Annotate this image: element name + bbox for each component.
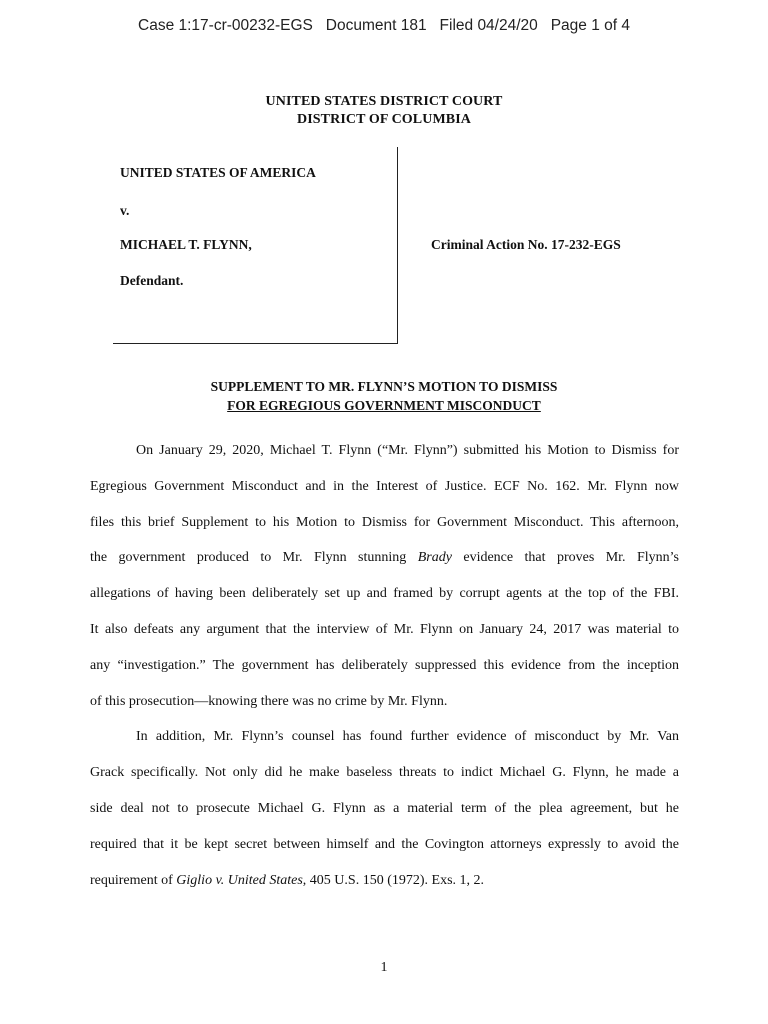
body-paragraph-1: [90, 433, 679, 719]
court-district: DISTRICT OF COLUMBIA: [297, 112, 471, 127]
body-line: In addition, Mr. Flynn’s counsel has found further evidence of misconduct by Mr. Van: [136, 729, 679, 745]
body-line: files this brief Supplement to his Motion to Dismiss for Government Misconduct. This afternoon,: [90, 514, 679, 530]
body-paragraph-2: [90, 719, 679, 898]
caption-plaintiff: UNITED STATES OF AMERICA: [120, 165, 316, 180]
line-segment: the government produced to Mr. Flynn stunning: [90, 550, 418, 566]
line-segment: requirement of: [90, 872, 177, 888]
document-body: [90, 433, 679, 898]
body-line: Egregious Government Misconduct and in the Interest of Justice. ECF No. 162. Mr. Flynn now: [90, 478, 679, 494]
italic-citation: Brady: [417, 550, 452, 566]
line-segment: , 405 U.S. 150 (1972). Exs. 1, 2.: [302, 872, 485, 888]
body-line: side deal not to prosecute Michael G. Flynn as a material term of the plea agreement, but he: [90, 800, 679, 816]
page-number: 1: [380, 960, 388, 975]
motion-title-line-1: SUPPLEMENT TO MR. FLYNN’S MOTION TO DISMISS: [210, 379, 558, 394]
italic-citation: Giglio v. United States: [176, 872, 303, 888]
line-segment: evidence that proves Mr. Flynn’s: [451, 550, 679, 566]
body-line: It also defeats any argument that the interview of Mr. Flynn on January 24, 2017 was material to: [90, 621, 679, 637]
body-line: required that it be kept secret between himself and the Covington attorneys expressly to avoid the: [90, 836, 679, 852]
body-line: of this prosecution—knowing there was no crime by Mr. Flynn.: [90, 693, 448, 709]
body-line: [90, 540, 679, 576]
body-line: On January 29, 2020, Michael T. Flynn (“Mr. Flynn”) submitted his Motion to Dismiss for: [136, 443, 679, 458]
caption-versus: v.: [120, 203, 130, 218]
caption-horizontal-rule: [113, 343, 398, 344]
body-line: Grack specifically. Not only did he make baseless threats to indict Michael G. Flynn, he made a: [90, 765, 679, 781]
motion-title-line-2-text: FOR EGREGIOUS GOVERNMENT MISCONDUCT: [227, 398, 541, 413]
caption-vertical-rule: [397, 147, 398, 344]
caption-defendant-name: MICHAEL T. FLYNN,: [120, 237, 252, 252]
court-name: UNITED STATES DISTRICT COURT: [265, 94, 503, 109]
body-line: any “investigation.” The government has deliberately suppressed this evidence from the inception: [90, 657, 679, 673]
body-line: allegations of having been deliberately set up and framed by corrupt agents at the top of the FBI.: [90, 586, 679, 602]
body-line: [90, 863, 679, 899]
case-number: Criminal Action No. 17-232-EGS: [431, 237, 621, 252]
motion-title-line-2: [0, 398, 768, 414]
caption-defendant-label: Defendant.: [120, 273, 184, 288]
case-header-stamp: Case 1:17-cr-00232-EGS Document 181 Filed 04/24/20 Page 1 of 4: [138, 17, 630, 34]
